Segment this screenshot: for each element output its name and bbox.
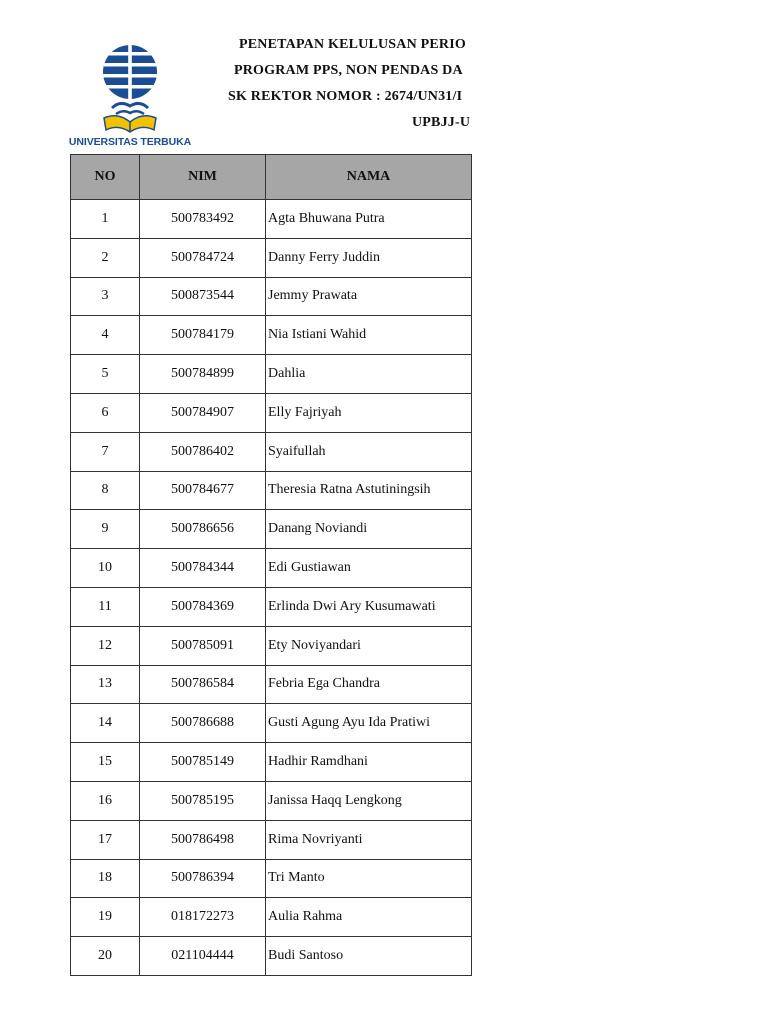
cell-nim: 500784907 [140,393,266,432]
cell-nama: Hadhir Ramdhani [266,743,472,782]
cell-no: 13 [71,665,140,704]
cell-nim: 500786394 [140,859,266,898]
table-row [71,743,472,782]
cell-no: 17 [71,820,140,859]
university-logo [68,30,192,152]
cell-nim: 500786402 [140,432,266,471]
cell-nim: 500784179 [140,316,266,355]
table-row [71,665,472,704]
cell-nama: Erlinda Dwi Ary Kusumawati [266,587,472,626]
cell-no: 9 [71,510,140,549]
cell-nim: 500783492 [140,200,266,239]
logo-text: UNIVERSITAS TERBUKA [68,136,192,148]
cell-nim: 500785195 [140,781,266,820]
column-header-nim: NIM [140,155,266,200]
cell-nama: Febria Ega Chandra [266,665,472,704]
cell-no: 18 [71,859,140,898]
header-line-4: UPBJJ-U [412,115,470,130]
cell-no: 7 [71,432,140,471]
cell-nim: 500784344 [140,549,266,588]
table-row [71,937,472,976]
cell-no: 6 [71,393,140,432]
cell-nama: Danang Noviandi [266,510,472,549]
cell-no: 5 [71,355,140,394]
graduation-table [70,154,472,976]
cell-nim: 500873544 [140,277,266,316]
table-row [71,238,472,277]
cell-nim: 500785149 [140,743,266,782]
table-row [71,626,472,665]
cell-no: 11 [71,587,140,626]
cell-nama: Dahlia [266,355,472,394]
cell-nama: Nia Istiani Wahid [266,316,472,355]
table-row [71,781,472,820]
table-row [71,200,472,239]
cell-no: 4 [71,316,140,355]
table-row [71,432,472,471]
cell-nama: Edi Gustiawan [266,549,472,588]
cell-nim: 500786688 [140,704,266,743]
table-row [71,316,472,355]
globe-book-icon [68,30,192,140]
cell-nama: Rima Novriyanti [266,820,472,859]
cell-no: 3 [71,277,140,316]
table-row [71,510,472,549]
cell-no: 14 [71,704,140,743]
table-row [71,587,472,626]
table-row [71,859,472,898]
table-header-row [71,155,472,200]
cell-nama: Budi Santoso [266,937,472,976]
table-row [71,393,472,432]
cell-nama: Jemmy Prawata [266,277,472,316]
table-body [71,200,472,976]
cell-nim: 500786656 [140,510,266,549]
cell-no: 2 [71,238,140,277]
cell-nim: 018172273 [140,898,266,937]
header-line-3: SK REKTOR NOMOR : 2674/UN31/I [228,89,463,104]
cell-no: 10 [71,549,140,588]
cell-nim: 500784677 [140,471,266,510]
table-row [71,820,472,859]
header-line-1: PENETAPAN KELULUSAN PERIO [239,37,466,52]
cell-nim: 500784899 [140,355,266,394]
cell-no: 19 [71,898,140,937]
column-header-nama: NAMA [266,155,472,200]
cell-no: 15 [71,743,140,782]
cell-nama: Theresia Ratna Astutiningsih [266,471,472,510]
document-header [200,36,470,136]
table-row [71,704,472,743]
cell-nim: 500784724 [140,238,266,277]
cell-nama: Danny Ferry Juddin [266,238,472,277]
cell-no: 20 [71,937,140,976]
cell-nim: 500786584 [140,665,266,704]
header-line-2: PROGRAM PPS, NON PENDAS DA [234,63,463,78]
table-row [71,277,472,316]
cell-no: 1 [71,200,140,239]
cell-nama: Aulia Rahma [266,898,472,937]
cell-nama: Ety Noviyandari [266,626,472,665]
cell-nama: Gusti Agung Ayu Ida Pratiwi [266,704,472,743]
table-row [71,471,472,510]
cell-nim: 500784369 [140,587,266,626]
table-row [71,898,472,937]
table-row [71,549,472,588]
cell-no: 12 [71,626,140,665]
cell-nama: Syaifullah [266,432,472,471]
cell-nama: Janissa Haqq Lengkong [266,781,472,820]
table-row [71,355,472,394]
cell-nim: 500785091 [140,626,266,665]
cell-nama: Elly Fajriyah [266,393,472,432]
column-header-no: NO [71,155,140,200]
cell-no: 8 [71,471,140,510]
cell-nama: Tri Manto [266,859,472,898]
cell-nim: 021104444 [140,937,266,976]
cell-nama: Agta Bhuwana Putra [266,200,472,239]
cell-no: 16 [71,781,140,820]
cell-nim: 500786498 [140,820,266,859]
